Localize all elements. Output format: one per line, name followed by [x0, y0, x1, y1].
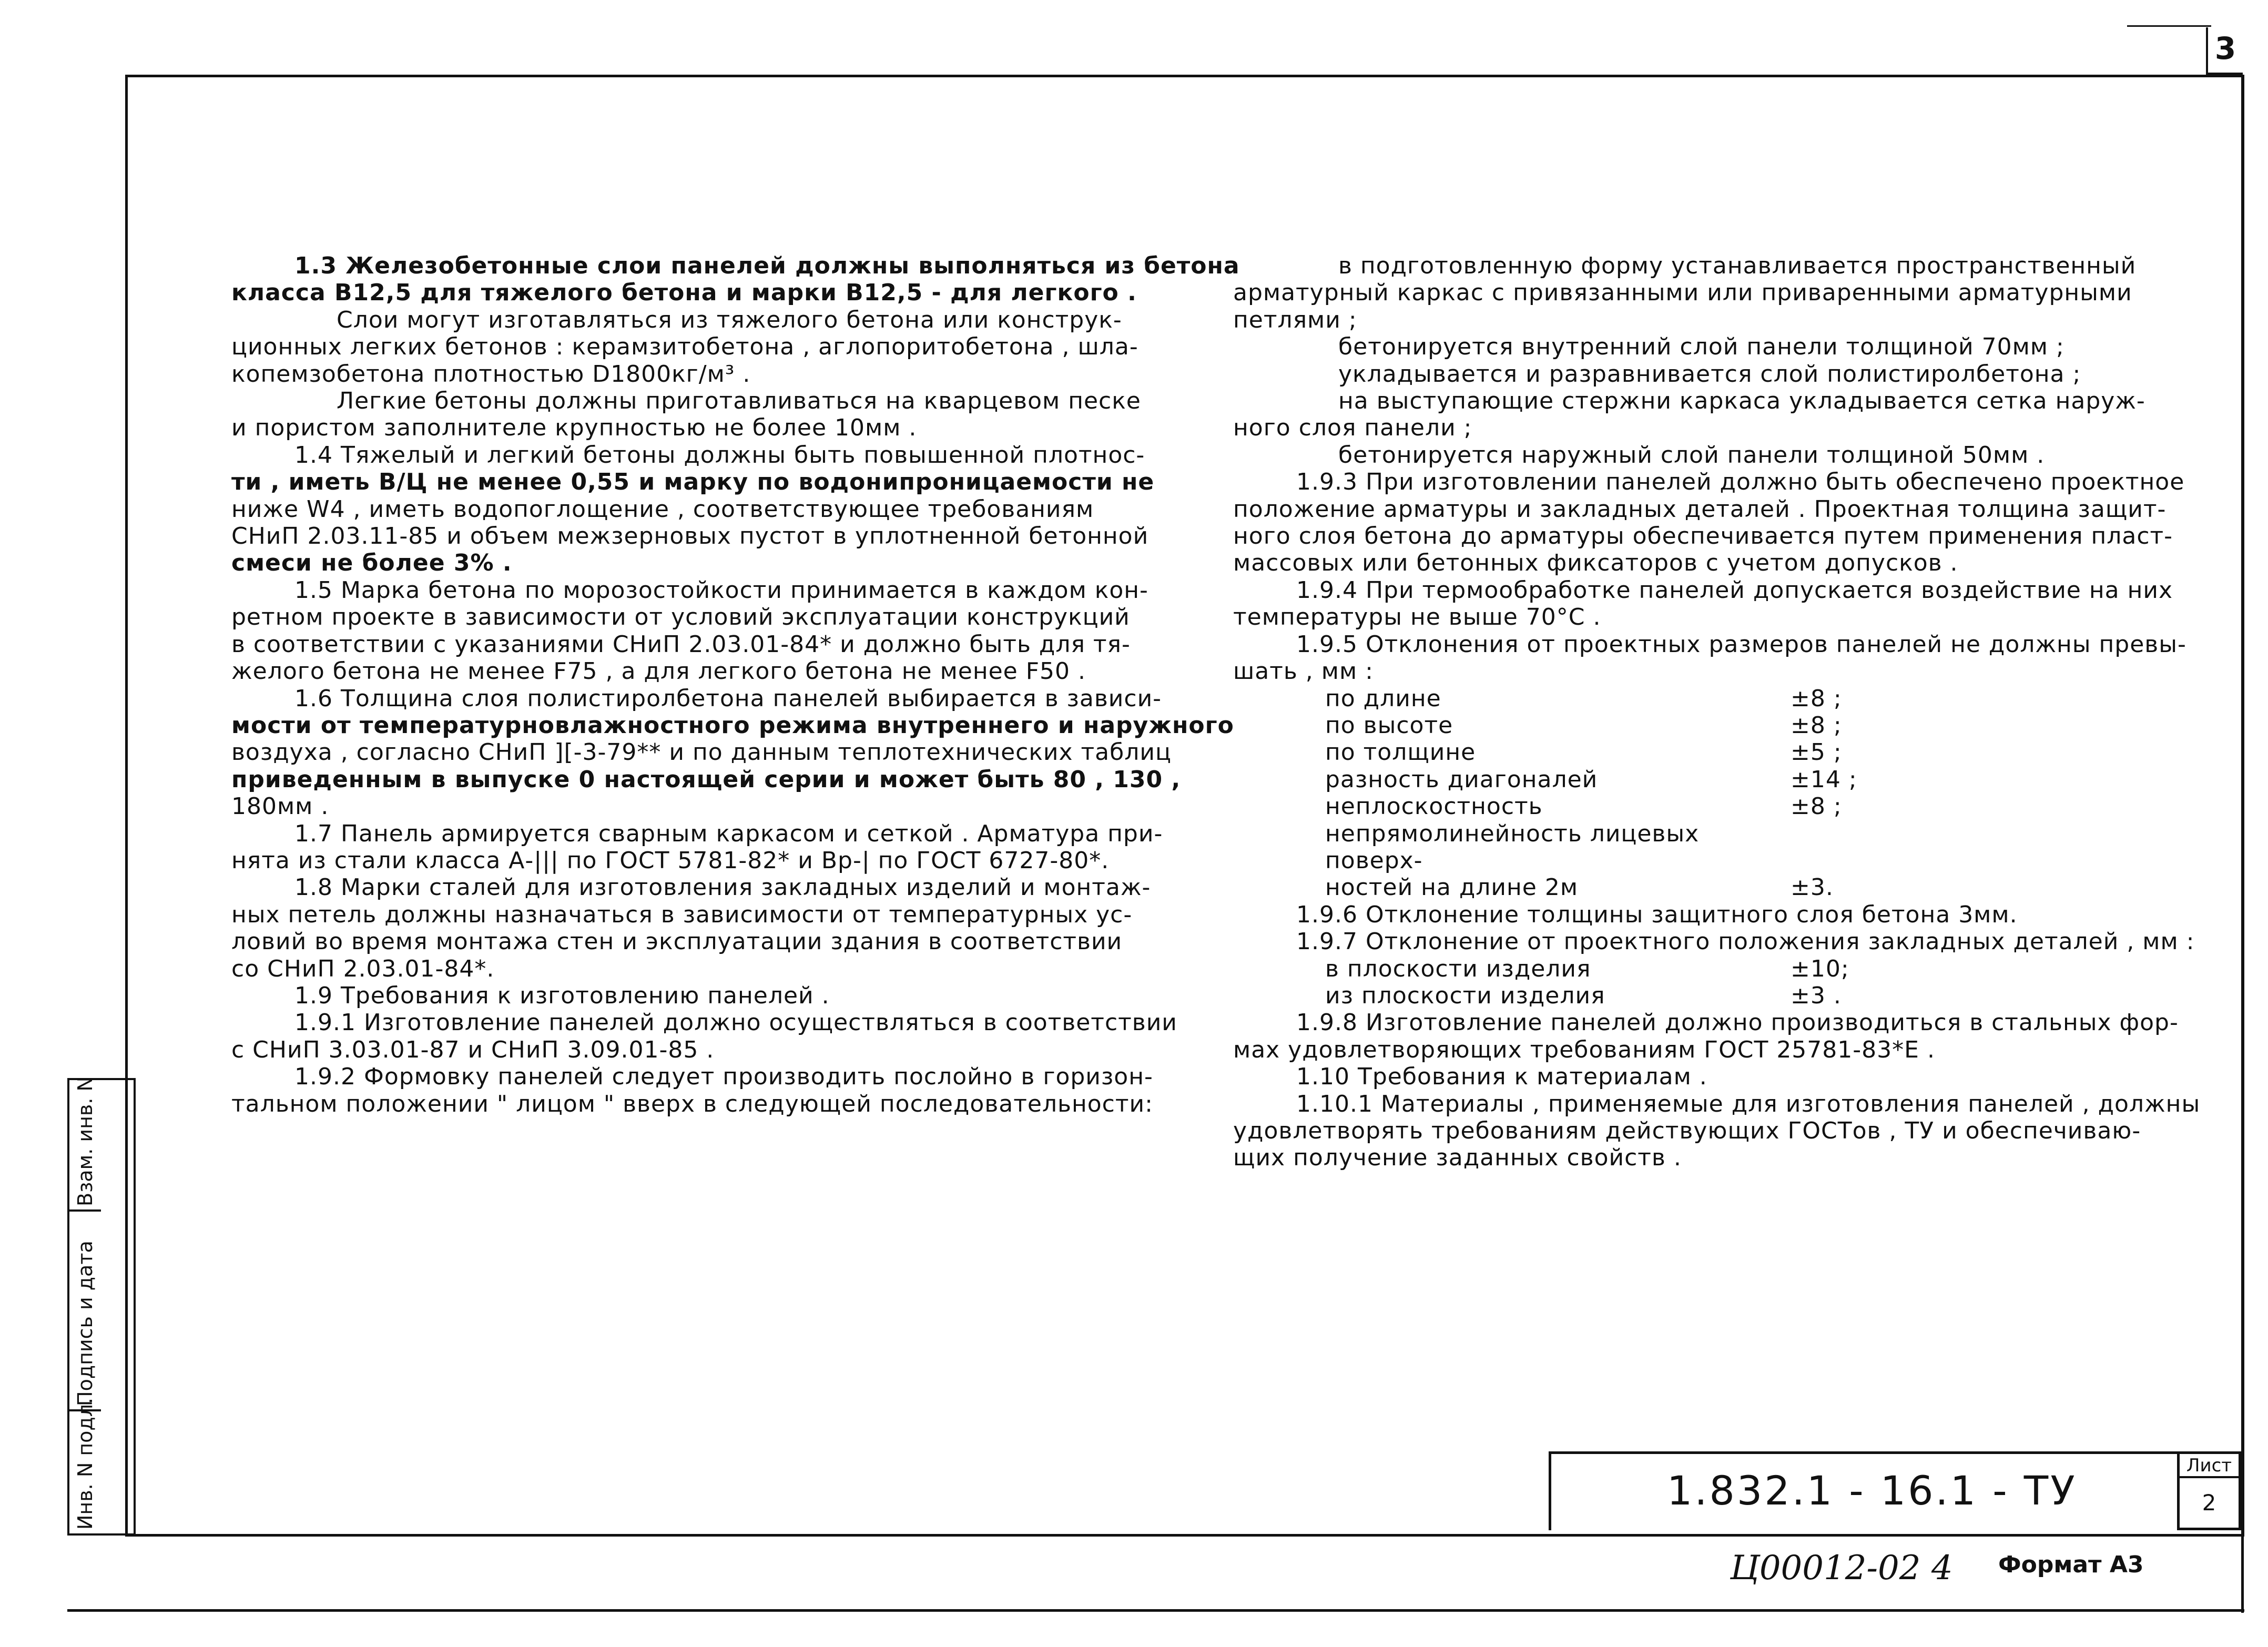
text-line: 1.10.1 Материалы , применяемые для изготовления панелей , должны: [1296, 1090, 2201, 1117]
document-code: 1.832.1 - 16.1 - ТУ: [1667, 1467, 2077, 1514]
text-line: в соответствии с указаниями СНиП 2.03.01-84* и должно быть для тя-: [231, 631, 1131, 658]
text-line: 1.9.4 При термообработке панелей допускается воздействие на них: [1296, 576, 2173, 604]
tolerance-value: ±14 ;: [1791, 766, 1857, 793]
corner-mark: [2206, 27, 2243, 75]
text-line: 1.3 Железобетонные слои панелей должны выполняться из бетона: [294, 252, 1240, 279]
tolerance-label: по толщине: [1325, 739, 1476, 766]
tolerance-label: по высоте: [1325, 711, 1453, 739]
tolerance-value: ±10;: [1791, 955, 1849, 982]
text-line: ниже W4 , иметь водопоглощение , соответствующее требованиям: [231, 495, 1094, 523]
text-line: ного слоя панели ;: [1233, 414, 1472, 442]
text-line: 1.9 Требования к изготовлению панелей .: [294, 982, 830, 1009]
text-line: температуры не выше 70°С .: [1233, 604, 1601, 631]
archive-number: Ц00012-02 4: [1730, 1549, 1953, 1588]
tolerance-label: разность диагоналей: [1325, 766, 1598, 793]
text-line: 1.9.5 Отклонения от проектных размеров панелей не должны превы-: [1296, 631, 2186, 658]
tolerance-label: непрямолинейность лицевых поверх-: [1325, 820, 1700, 874]
text-line: ционных легких бетонов : керамзитобетона , аглопоритобетона , шла-: [231, 333, 1138, 361]
text-line: воздуха , согласно СНиП ][-3-79** и по данным теплотехнических таблиц: [231, 739, 1172, 766]
text-line: щих получение заданных свойств .: [1233, 1144, 1682, 1172]
text-line: ретном проекте в зависимости от условий эксплуатации конструкций: [231, 604, 1130, 631]
tolerance-value: ±8 ;: [1791, 685, 1842, 712]
text-line: 1.4 Тяжелый и легкий бетоны должны быть повышенной плотнос-: [294, 441, 1145, 469]
sheet-label: Лист: [2180, 1455, 2239, 1478]
side-text-signature: Подпись и дата: [74, 1241, 97, 1406]
tolerance-value: ±3.: [1791, 874, 1834, 901]
side-approval-strip: [67, 1078, 136, 1536]
right-margin-line: [2241, 75, 2244, 1613]
tolerance-row: [1233, 982, 2195, 1009]
right-column: [1233, 252, 2201, 1172]
side-cell-original: [69, 1397, 101, 1533]
tolerance-label: в плоскости изделия: [1325, 955, 1591, 982]
top-mark-line: [2127, 25, 2211, 27]
text-line: 1.5 Марка бетона по морозостойкости принимается в каждом кон-: [294, 576, 1148, 604]
tolerance-row: [1233, 685, 2195, 712]
text-line: 1.7 Панель армируется сварным каркасом и сеткой . Арматура при-: [294, 820, 1163, 847]
tolerance-value: ±8 ;: [1791, 711, 1842, 739]
tolerance-row: [1233, 820, 2195, 875]
bottom-margin-line: [67, 1609, 2244, 1612]
text-line: 1.9.8 Изготовление панелей должно производиться в стальных фор-: [1296, 1009, 2179, 1036]
side-text-original: Инв. N подл.: [74, 1397, 97, 1530]
left-column: [231, 252, 1240, 1117]
tolerance-label: неплоскостность: [1325, 793, 1543, 820]
text-line: нята из стали класса А-||| по ГОСТ 5781-82* и Вр-| по ГОСТ 6727-80*.: [231, 847, 1110, 874]
text-line: шать , мм :: [1233, 658, 1374, 685]
text-line: 1.6 Толщина слоя полистиролбетона панелей выбирается в зависи-: [294, 685, 1162, 712]
text-line: укладывается и разравнивается слой полистиролбетона ;: [1338, 360, 2081, 388]
text-line: бетонируется наружный слой панели толщиной 50мм .: [1338, 441, 2045, 469]
text-line: Легкие бетоны должны приготавливаться на кварцевом песке: [337, 388, 1141, 415]
text-line: массовых или бетонных фиксаторов с учетом допусков .: [1233, 550, 1958, 577]
text-line: петлями ;: [1233, 306, 1357, 333]
tolerance-row: [1233, 739, 2195, 766]
corner-mark-text: 3: [2214, 30, 2236, 66]
tolerance-row: [1233, 874, 2195, 901]
text-line: 1.10 Требования к материалам .: [1296, 1063, 1707, 1091]
text-line: Слои могут изготавляться из тяжелого бетона или конструк-: [337, 306, 1122, 333]
tolerance-label: ностей на длине 2м: [1325, 874, 1579, 901]
text-line: приведенным в выпуске 0 настоящей серии и может быть 80 , 130 ,: [231, 766, 1181, 793]
tolerance-row: [1233, 712, 2195, 739]
text-line: тальном положении " лицом " вверх в следующей последовательности:: [231, 1090, 1153, 1117]
side-text-replace: Взам. инв. N: [74, 1076, 97, 1206]
tolerance-row: [1233, 766, 2195, 793]
text-line: арматурный каркас с привязанными или приваренными арматурными: [1233, 279, 2132, 307]
text-line: и пористом заполнителе крупностью не более 10мм .: [231, 414, 917, 442]
tolerance-value: ±8 ;: [1791, 793, 1842, 820]
text-line: с СНиП 3.03.01-87 и СНиП 3.09.01-85 .: [231, 1036, 715, 1063]
side-cell-signature: [69, 1212, 101, 1411]
text-line: 1.9.7 Отклонение от проектного положения закладных деталей , мм :: [1296, 928, 2195, 955]
text-line: 1.9.6 Отклонение толщины защитного слоя бетона 3мм.: [1296, 901, 2018, 928]
text-line: на выступающие стержни каркаса укладывается сетка наруж-: [1338, 388, 2145, 415]
text-line: бетонируется внутренний слой панели толщиной 70мм ;: [1338, 333, 2064, 361]
text-line: 1.9.3 При изготовлении панелей должно быть обеспечено проектное: [1296, 469, 2185, 496]
text-line: 1.9.2 Формовку панелей следует производить послойно в горизон-: [294, 1063, 1153, 1091]
tolerance-label: из плоскости изделия: [1325, 982, 1605, 1009]
text-line: ных петель должны назначаться в зависимости от температурных ус-: [231, 901, 1133, 928]
text-line: ного слоя бетона до арматуры обеспечивается путем применения пласт-: [1233, 523, 2173, 550]
tolerance-row: [1233, 955, 2195, 982]
text-line: в подготовленную форму устанавливается пространственный: [1338, 252, 2137, 279]
text-line: класса В12,5 для тяжелого бетона и марки В12,5 - для легкого .: [231, 279, 1137, 307]
sheet-number: 2: [2202, 1490, 2216, 1516]
text-line: 180мм .: [231, 793, 329, 820]
text-line: ловий во время монтажа стен и эксплуатации здания в соответствии: [231, 928, 1123, 955]
text-line: 1.9.1 Изготовление панелей должно осуществляться в соответствии: [294, 1009, 1177, 1036]
tolerance-value: ±5 ;: [1791, 739, 1842, 766]
format-label: Формат А3: [1998, 1551, 2144, 1578]
text-line: положение арматуры и закладных деталей . Проектная толщина защит-: [1233, 495, 2167, 523]
text-line: мах удовлетворяющих требованиям ГОСТ 25781-83*Е .: [1233, 1036, 1935, 1063]
tolerance-value: ±3 .: [1791, 982, 1842, 1009]
text-line: мости от температурновлажностного режима внутреннего и наружного: [231, 711, 1234, 739]
text-line: смеси не более 3% .: [231, 550, 512, 577]
text-line: желого бетона не менее F75 , а для легкого бетона не менее F50 .: [231, 658, 1086, 685]
text-line: ти , иметь В/Ц не менее 0,55 и марку по водонипроницаемости не: [231, 469, 1155, 496]
sheet-box: [2177, 1451, 2241, 1530]
text-line: 1.8 Марки сталей для изготовления закладных изделий и монтаж-: [294, 874, 1151, 901]
text-line: СНиП 2.03.11-85 и объем межзерновых пустот в уплотненной бетонной: [231, 523, 1149, 550]
text-line: удовлетворять требованиям действующих ГОСТов , ТУ и обеспечиваю-: [1233, 1117, 2141, 1144]
text-line: со СНиП 2.03.01-84*.: [231, 955, 495, 982]
tolerance-row: [1233, 793, 2195, 820]
tolerance-label: по длине: [1325, 685, 1441, 712]
text-line: копемзобетона плотностью D1800кг/м³ .: [231, 360, 751, 388]
side-cell-replace: [69, 1076, 101, 1212]
